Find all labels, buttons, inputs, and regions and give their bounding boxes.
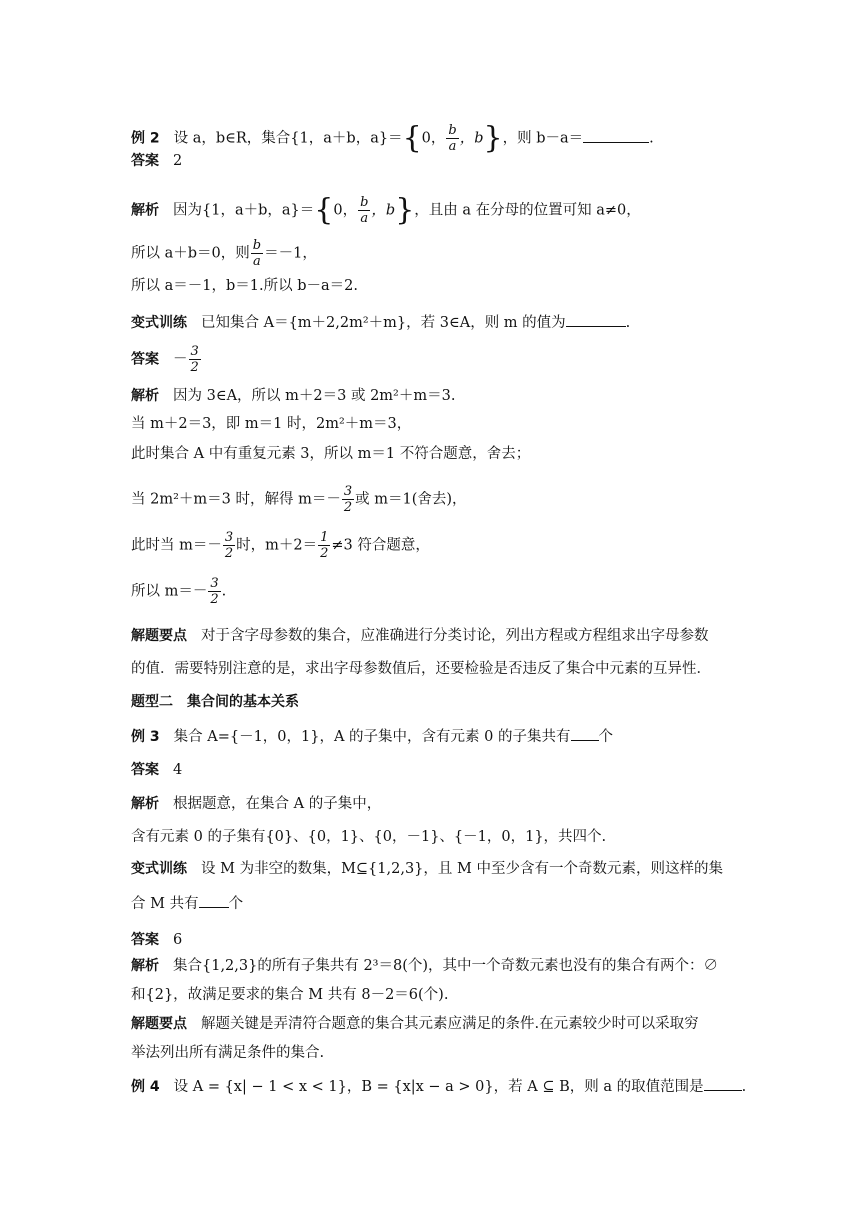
text-line: 所以 a＝－1，b＝1.所以 b－a＝2. [131, 278, 358, 294]
fraction-b-over-a: $\frac{b}{a}$ [360, 195, 369, 226]
label-analysis: 解析 [131, 202, 159, 219]
example-2-line: 例 2 设 a，b∈R，集合{1，a＋b，a}＝{0， $\frac{b}{a}$ ，b}，则 b－a＝ . [131, 120, 654, 156]
key-points-line: 解题要点 解题关键是弄清符合题意的集合其元素应满足的条件.在元素较少时可以采取穷 [131, 1016, 699, 1032]
answer-blank [583, 128, 649, 143]
answer-blank [566, 312, 626, 327]
section-title: 集合间的基本关系 [187, 694, 299, 710]
answer-blank [571, 726, 599, 741]
text-line: 和{2}，故满足要求的集合 M 共有 8－2＝6(个). [131, 987, 449, 1003]
braced-set: {0， $\frac{b}{a}$ ，b} [314, 192, 415, 228]
label-example-2: 例 2 [131, 130, 160, 147]
text-line: 此时集合 A 中有重复元素 3，所以 m＝1 不符合题意，舍去； [131, 446, 531, 462]
label-answer: 答案 [131, 762, 159, 778]
fraction-3-over-2: $\frac{3}{2}$ [224, 530, 234, 561]
example-3-line: 例 3 集合 A={－1，0，1}，A 的子集中，含有元素 0 的子集共有 个 [131, 726, 613, 747]
label-key-points: 解题要点 [131, 1016, 187, 1032]
label-variant-training: 变式训练 [131, 861, 187, 877]
answer-blank [199, 893, 229, 908]
label-example-3: 例 3 [131, 729, 160, 745]
fraction-b-over-a: $\frac{b}{a}$ [448, 123, 457, 154]
text-line: 所以 a＋b＝0，则 $\frac{b}{a}$ ＝－1， [131, 238, 317, 269]
analysis-line: 解析 因为 3∈A，所以 m＋2＝3 或 2m²＋m＝3. [131, 388, 456, 404]
text-line: 合 M 共有 个 [131, 893, 243, 914]
label-variant-training: 变式训练 [131, 315, 187, 331]
variant-training-line: 变式训练 设 M 为非空的数集，M⊆{1,2,3}，且 M 中至少含有一个奇数元素，则这样的集 [131, 861, 723, 877]
text-line: 举法列出所有满足条件的集合. [131, 1045, 325, 1061]
example-2-tail: ，则 b－a＝ [502, 130, 584, 147]
answer-line [131, 151, 182, 171]
label-analysis: 解析 [131, 958, 159, 974]
text-line: 当 2m²＋m＝3 时，解得 m＝－ $\frac{3}{2}$ 或 m＝1(舍去)， [131, 484, 467, 515]
answer-line [131, 930, 182, 950]
label-analysis: 解析 [131, 388, 159, 404]
example-2-text: 设 a，b∈R，集合{1，a＋b，a}＝ [173, 130, 403, 147]
fraction-b-over-a: $\frac{b}{a}$ [252, 238, 262, 269]
text-line: 含有元素 0 的子集有{0}、{0，1}、{0，－1}、{－1，0，1}，共四个. [131, 829, 607, 845]
fraction-1-over-2: $\frac{1}{2}$ [320, 530, 329, 561]
label-example-4: 例 4 [131, 1079, 160, 1095]
text-line: 当 m＋2＝3，即 m＝1 时，2m²＋m＝3， [131, 416, 412, 432]
answer-blank [704, 1076, 742, 1091]
fraction-3-over-2: $\frac{3}{2}$ [190, 344, 199, 375]
variant-training-line: 变式训练 已知集合 A＝{m＋2,2m²＋m}，若 3∈A，则 m 的值为 . [131, 312, 630, 333]
label-answer: 答案 [131, 932, 159, 948]
label-analysis: 解析 [131, 796, 159, 812]
text-line: 所以 m＝－ $\frac{3}{2}$ . [131, 576, 227, 607]
text-line: 此时当 m＝－ $\frac{3}{2}$ 时，m＋2＝ $\frac{1}{2}$ ≠3 符合题意， [131, 530, 430, 561]
braced-set: {0， $\frac{b}{a}$ ，b} [402, 120, 503, 156]
fraction-3-over-2: $\frac{3}{2}$ [343, 484, 353, 515]
label-answer: 答案 [131, 153, 159, 169]
section-label: 题型二 [131, 694, 173, 710]
label-answer: 答案 [131, 351, 159, 368]
fraction-3-over-2: $\frac{3}{2}$ [210, 576, 219, 607]
answer-value: 6 [173, 932, 183, 948]
text-line: 的值．需要特别注意的是，求出字母参数值后，还要检验是否违反了集合中元素的互异性． [131, 661, 711, 677]
section-heading [131, 692, 299, 712]
answer-value: 2 [173, 153, 183, 169]
answer-line: 答案 － $\frac{3}{2}$ [131, 344, 199, 375]
analysis-line: 解析 根据题意，在集合 A 的子集中， [131, 796, 382, 812]
answer-value: 4 [173, 762, 183, 778]
analysis-line: 解析 集合{1,2,3}的所有子集共有 2³＝8(个)，其中一个奇数元素也没有的集合有两个：∅ [131, 958, 719, 974]
label-key-points: 解题要点 [131, 628, 187, 644]
analysis-line: 解析 因为{1，a＋b，a}＝{0， $\frac{b}{a}$ ，b}，且由 a 在分母的位置可知 a≠0， [131, 192, 641, 228]
answer-line [131, 760, 182, 780]
example-4-line: 例 4 设 A = {x| − 1 < x < 1}，B = {x|x − a > 0}，若 A ⊆ B，则 a 的取值范围是 . [131, 1076, 746, 1097]
key-points-line: 解题要点 对于含字母参数的集合，应准确进行分类讨论，列出方程或方程组求出字母参数 [131, 628, 709, 644]
